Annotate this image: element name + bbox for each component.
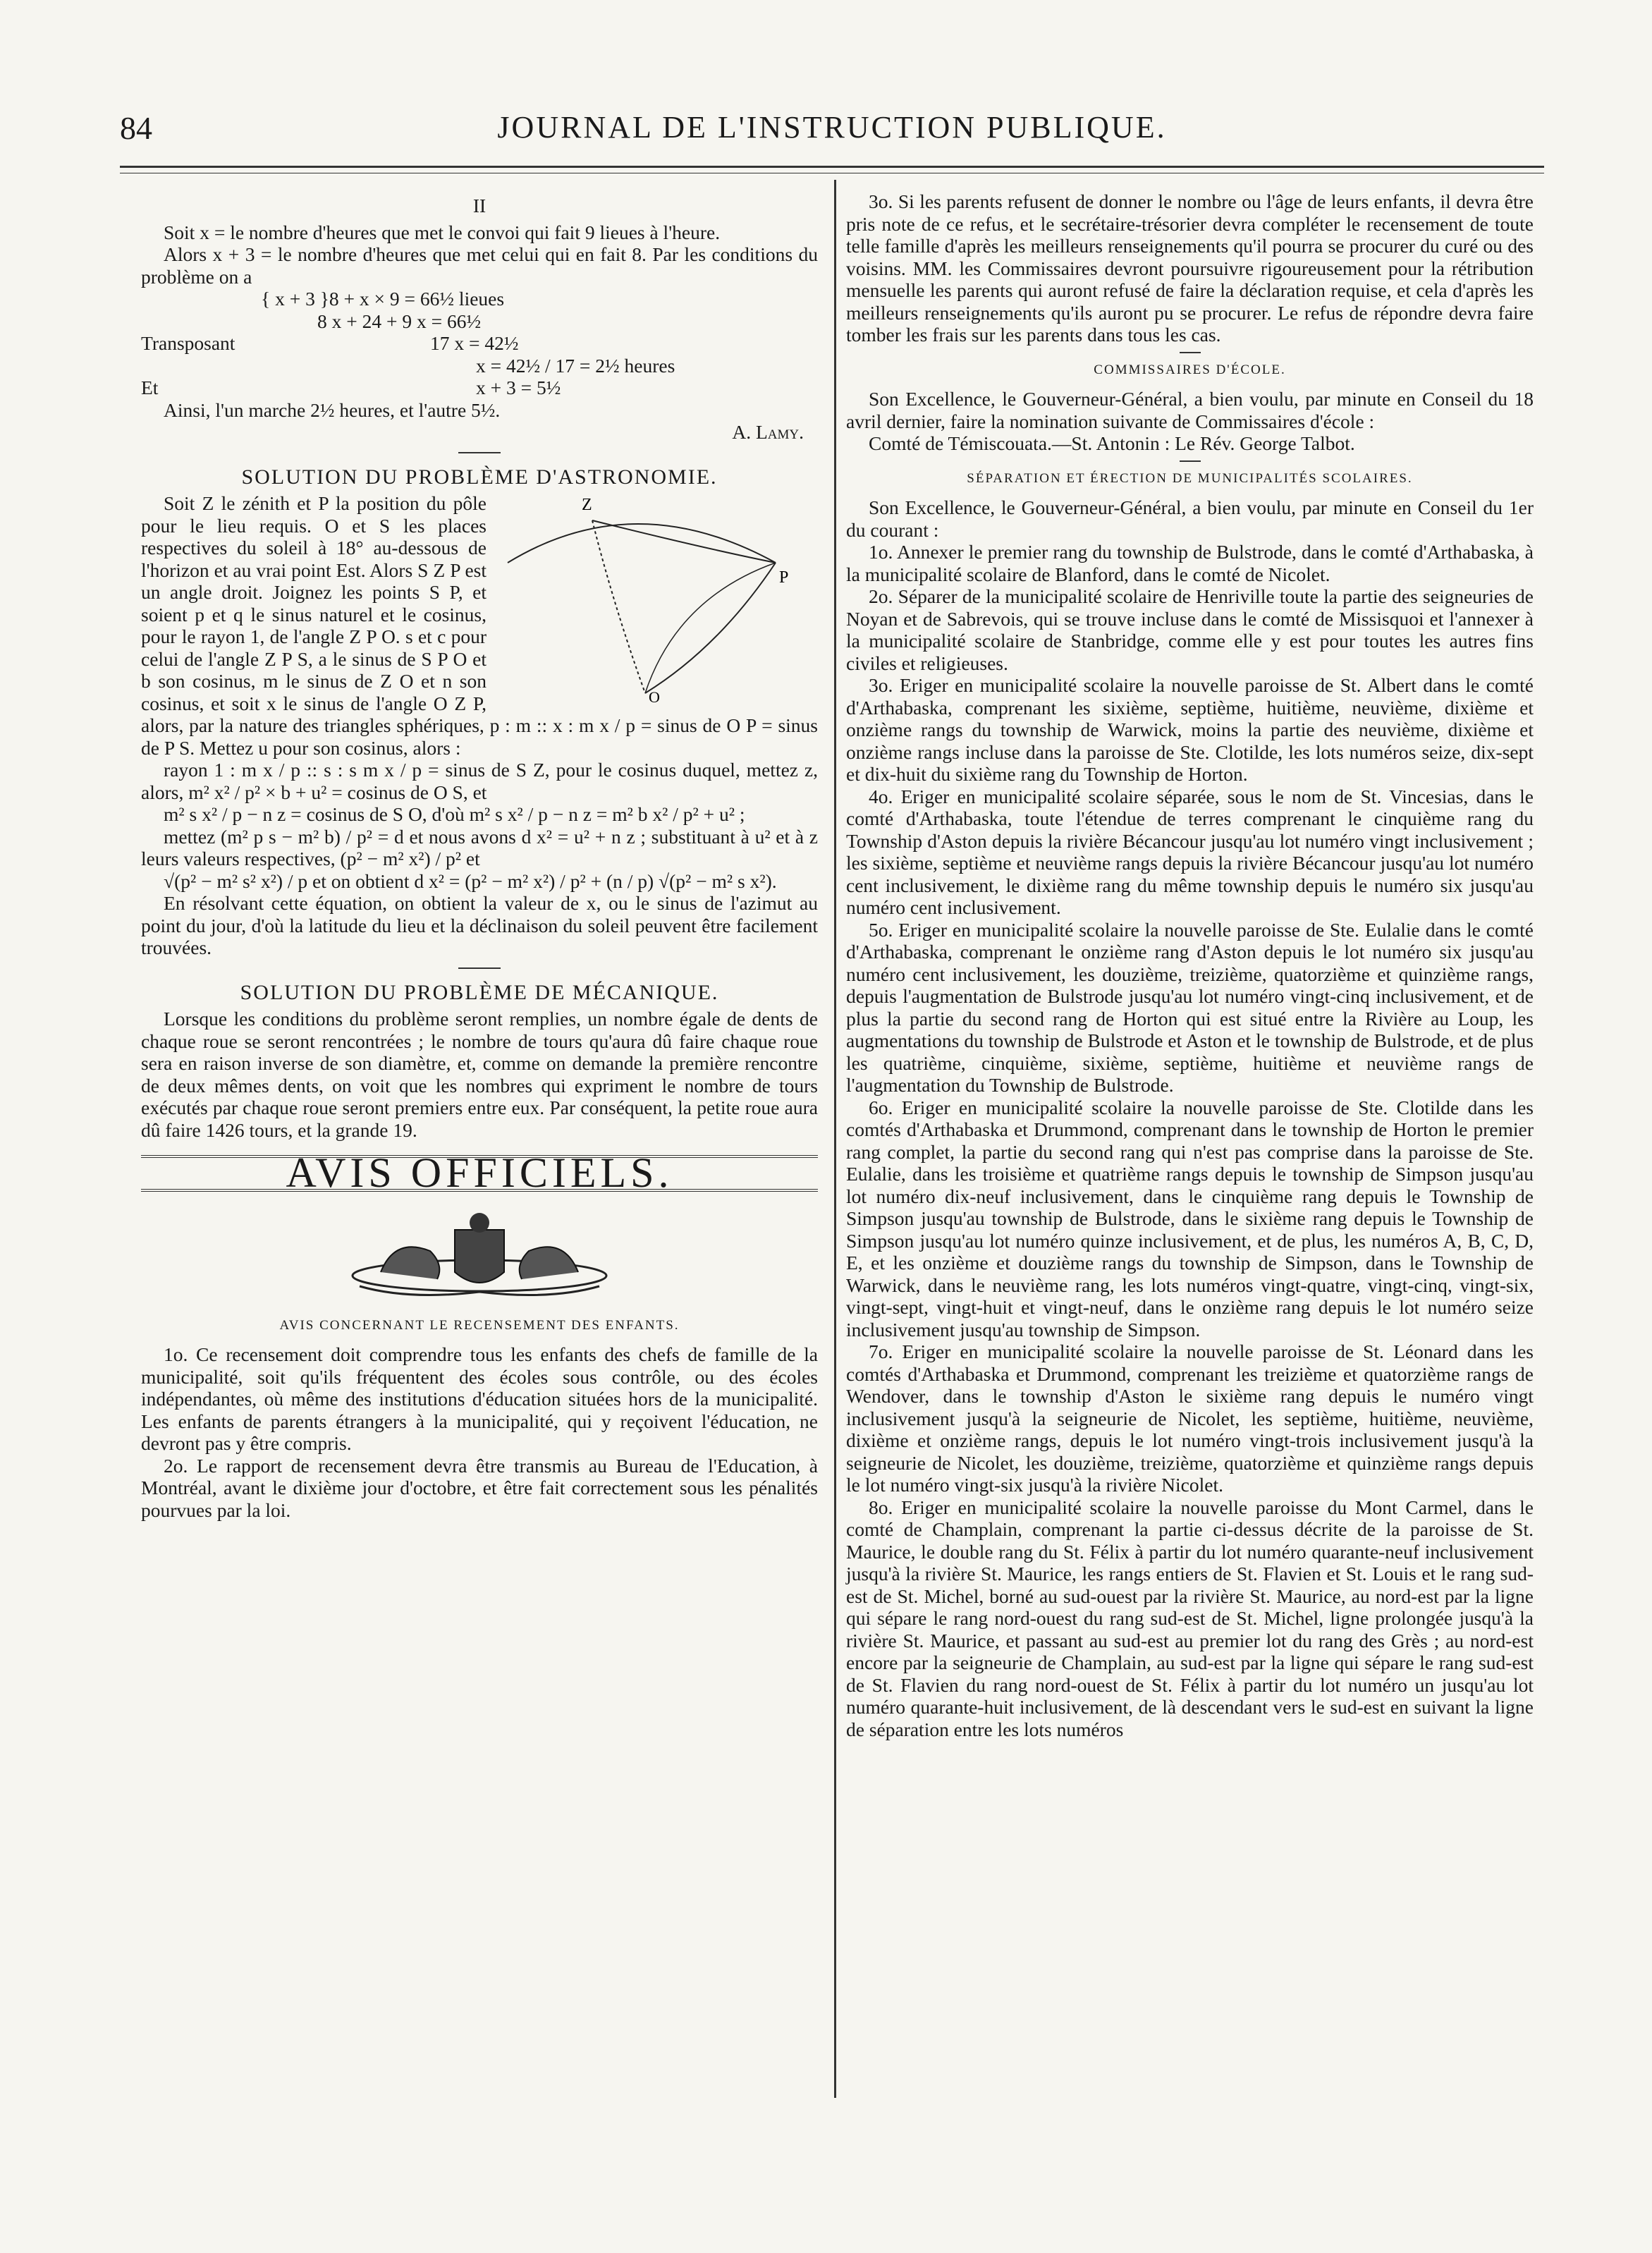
paragraph: 4o. Eriger en municipalité scolaire séparée, sous le nom de St. Vincesias, dans le comté d'Arthabaska, toute l'étendue de terres comprenant le cinquième rang du Township d'Aston depuis la rivière Bécancour jusqu'au lot numéro vingt inclusivement ; les sixième, septième et neuvième rangs depuis la rivière Bécancour jusqu'au lot numéro cent inclusivement, le dixième rang du même township depuis le numéro six jusqu'au numéro cent inclusivement. [846, 785, 1534, 918]
section-roman-numeral: II [472, 195, 487, 216]
figure-label-o: O [649, 688, 660, 704]
paragraph: Soit Z le zénith et P la position du pôle pour le lieu requis. O et S les places respectives du soleil à 18° au-dessous de l'horizon et au vrai point Est. Alors S Z P est un angle droit. Joignez les points S P, et soient p et q le sinus naturel et le cosinus, pour le rayon 1, de l'angle Z P O. s et c pour celui de l'angle Z P S, a le sinus de S P O et b son cosinus, m le sinus de Z O et n son cosinus, et soit x le sinus de l'angle O Z P, alors, par la nature des triangles sphériques, p : m :: x : m x / p = sinus de O P = sinus de P S. Mettez u pour son cosinus, alors : [141, 492, 818, 759]
section-divider [458, 452, 501, 453]
spherical-triangle-figure [494, 492, 825, 704]
paragraph: Lorsque les conditions du problème seront remplies, un nombre égale de dents de chaque roue se seront rencontrées ; le nombre de tours qu'aura dû faire chaque roue sera en raison inverse de son diamètre, et, comme on demande la première rencontre de deux mêmes dents, on voit que les nombres qui expriment le nombre de tours exécutés par chaque roue seront premiers entre eux. Par conséquent, la petite roue aura dû faire 1426 tours, et la grande 19. [141, 1008, 818, 1141]
paragraph: rayon 1 : m x / p :: s : s m x / p = sinus de S Z, pour le cosinus duquel, mettez z, alors, m² x² / p² × b + u² = cosinus de O S, et [141, 759, 818, 803]
section-divider [1180, 460, 1201, 462]
page-header [120, 106, 1544, 155]
figure-label-z: Z [582, 496, 592, 514]
equation: x + 3 = 5½ [476, 377, 561, 398]
paragraph: 8o. Eriger en municipalité scolaire la nouvelle paroisse du Mont Carmel, dans le comté de Champlain, comprenant la partie ci-dessus décrite de la paroisse de St. Maurice, le double rang du St. Félix à partir du lot numéro quarante-neuf inclusivement jusqu'à la rivière St. Maurice, les rangs entiers de St. Flavien et St. Louis et le rang sud-est de St. Michel, borné au sud-ouest par la rivière St. Maurice, au nord-est par la ligne qui sépare le rang nord-ouest du rang sud-est de St. Michel, ligne prolongée jusqu'à la rivière St. Maurice, et passant au sud-est au premier lot du rang des Grès ; au nord-est encore par la seigneurie de Champlain, au sud-est par la ligne qui sépare le rang sud-est de St. Flavien du rang nord-ouest de St. Félix à partir du lot numéro un jusqu'au lot numéro quarante-huit inclusivement, de là descendant vers le sud-est en suivant la ligne de séparation entre les lots numéros [846, 1496, 1534, 1740]
paragraph: 1o. Ce recensement doit comprendre tous les enfants des chefs de famille de la municipalité, soit qu'ils fréquentent des écoles sous contrôle, ou des écoles indépendantes, où même des institutions d'éducation situées hors de la municipalité. Les enfants de parents étrangers à la municipalité, qui y reçoivent l'éducation, ne devront pas y être compris. [141, 1343, 818, 1454]
paragraph: 2o. Le rapport de recensement devra être transmis au Bureau de l'Education, à Montréal, avant le dixième jour d'octobre, et être fait correctement sous les pénalités pourvues par la loi. [141, 1454, 818, 1521]
header-rule [120, 166, 1544, 168]
coat-of-arms-crest [338, 1209, 620, 1307]
paragraph: Comté de Témiscouata.—St. Antonin : Le Rév. George Talbot. [869, 432, 1355, 454]
column-separator [834, 180, 836, 2098]
equation: 17 x = 42½ [430, 332, 519, 354]
section-divider [1180, 352, 1201, 353]
paragraph: Soit x = le nombre d'heures que met le convoi qui fait 9 lieues à l'heure. [164, 221, 721, 243]
meridian-arc [592, 520, 645, 693]
paragraph: 7o. Eriger en municipalité scolaire la nouvelle paroisse de St. Léonard dans les comtés d'Arthabaska et Drummond, comprenant les treizième et quatorzième rangs de Wendover, dans le township d'Aston le sixième rang depuis le numéro vingt inclusivement jusqu'à la seigneurie de Nicolet, les septième, huitième, neuvième, dixième et onzième rangs, depuis le lot numéro vingt-trois inclusivement jusqu'à la seigneurie de Nicolet, les douzième, treizième, quatorzième et quinzième rangs depuis le lot numéro vingt-six jusqu'à la rivière Nicolet. [846, 1341, 1534, 1496]
author-signature: A. Lamy. [732, 421, 804, 443]
paragraph: Ainsi, l'un marche 2½ heures, et l'autre 5½. [164, 398, 501, 421]
recensement-title: AVIS CONCERNANT LE RECENSEMENT DES ENFANTS. [279, 1317, 680, 1333]
paragraph: 3o. Eriger en municipalité scolaire la nouvelle paroisse de St. Albert dans le comté d'Arthabaska, comprenant les sixième, septième, huitième, neuvième, dixième et onzième rangs du township de Warwick, moins la partie des neuvième, dixième et onzième rangs incluse dans la paroisse de Ste. Clotilde, les lots numéros seize, dix-sept et dix-huit du sixième rang du Township de Horton. [846, 674, 1534, 785]
journal-title: JOURNAL DE L'INSTRUCTION PUBLIQUE. [497, 110, 1167, 145]
paragraph: 2o. Séparer de la municipalité scolaire de Henriville toute la partie des seigneuries de Noyan et de Sabrevois, qui se trouve incluse dans le comté de Missisquoi et l'annexer à la municipalité scolaire de Stanbridge, comme elle y est pour toutes les autres fins civiles et religieuses. [846, 585, 1534, 674]
paragraph: 3o. Si les parents refusent de donner le nombre ou l'âge de leurs enfants, il devra être pris note de ce refus, et le secrétaire-trésorier devra compléter le recensement de toute telle famille d'après les meilleurs renseignements qu'il pourra se procurer du curé ou des voisins. MM. les Commissaires devront poursuivre rigoureusement pour la rétribution mensuelle les parents qui auront refusé de faire la déclaration requise, et cela d'après les meilleurs renseignements qu'ils auront pu se procurer. Le refus de répondre devra faire tomber les frais sur les parents dans tous les cas. [846, 190, 1534, 346]
paragraph: 5o. Eriger en municipalité scolaire la nouvelle paroisse de Ste. Eulalie dans le comté d'Arthabaska, comprenant le onzième rang d'Aston depuis le lot numéro six jusqu'au numéro cent inclusivement, les douzième, treizième, quatorzième et quinzième rangs, depuis l'augmentation de Bulstrode jusqu'au lot numéro vingt-cinq inclusivement, et de plus la partie du second rang de Horton qui est situé entre la Rivière au Loup, les augmentations du township de Bulstrode et Aston et le township de Bulstrode, et de plus les quatrième, cinquième, sixième, septième, huitième et neuvième rangs de l'augmentation du Township de Bulstrode. [846, 918, 1534, 1096]
equation: { x + 3 }8 + x × 9 = 66½ lieues [261, 288, 505, 310]
paragraph: 1o. Annexer le premier rang du township de Bulstrode, dans le comté d'Arthabaska, à la municipalité scolaire de Blanford, dans le comté de Nicolet. [846, 541, 1534, 585]
arc-inner [645, 563, 776, 693]
paragraph: Alors x + 3 = le nombre d'heures que met celui qui en fait 8. Par les conditions du problème on a [141, 243, 818, 288]
mechanics-title: SOLUTION DU PROBLÈME DE MÉCANIQUE. [240, 980, 719, 1004]
right-column [846, 190, 1534, 1740]
paragraph: 6o. Eriger en municipalité scolaire la nouvelle paroisse de Ste. Clotilde dans les comtés d'Arthabaska et Drummond, comprenant dans le township de Horton le premier rang complet, la partie du second rang qui n'est pas comprise dans la paroisse de Ste. Eulalie, dans les troisième et quatrième rangs depuis le township de Simpson jusqu'au lot numéro dix-neuf inclusivement, dans le cinquième rang depuis le Township de Simpson jusqu'au township de Bulstrode, dans le sixième rang depuis le Township de Simpson jusqu'au lot numéro quinze inclusivement, et de plus, les numéros A, B, C, D, E, et les onzième et douzième rangs du township de Simpson, dans le Township de Warwick, dans le neuvième rang, les lots numéros vingt-quatre, vingt-cinq, vingt-six, vingt-sept, vingt-huit et vingt-neuf, dans le onzième rang depuis le lot numéro seize inclusivement jusqu'au township de Simpson. [846, 1096, 1534, 1341]
section-divider [458, 967, 501, 969]
avis-officiels-banner: AVIS OFFICIELS. [141, 1155, 818, 1192]
paragraph: Son Excellence, le Gouverneur-Général, a bien voulu, par minute en Conseil du 18 avril dernier, faire la nomination suivante de Commissaires d'école : [846, 388, 1534, 432]
horizon-arc [508, 524, 776, 563]
paragraph: √(p² − m² s² x²) / p et on obtient d x² = (p² − m² x²) / p² + (n / p) √(p² − m² s x²). [164, 869, 777, 892]
paragraph: Son Excellence, le Gouverneur-Général, a bien voulu, par minute en Conseil du 1er du courant : [846, 496, 1534, 541]
equation: x = 42½ / 17 = 2½ heures [476, 354, 675, 377]
paragraph: m² s x² / p − n z = cosinus de S O, d'où m² s x² / p − n z = m² b x² / p² + u² ; [164, 803, 745, 825]
figure-label-p: P [779, 568, 789, 587]
equation-label: Transposant [141, 332, 235, 354]
equation-row [141, 332, 818, 355]
commissaires-title: COMMISSAIRES D'ÉCOLE. [1094, 362, 1286, 377]
equation: 8 x + 24 + 9 x = 66½ [317, 310, 482, 332]
equation-row [141, 377, 818, 399]
left-column [141, 190, 818, 1521]
separation-title: SÉPARATION ET ÉRECTION DE MUNICIPALITÉS SCOLAIRES. [967, 470, 1413, 486]
paragraph: mettez (m² p s − m² b) / p² = d et nous avons d x² = u² + n z ; substituant à u² et à z leurs valeurs respectives, (p² − m² x²) / p² et [141, 825, 818, 869]
arc-zp [592, 520, 776, 563]
equation-label: Et [141, 377, 159, 398]
page-number: 84 [120, 110, 152, 146]
arc-op [645, 563, 776, 693]
paragraph: En résolvant cette équation, on obtient la valeur de x, ou le sinus de l'azimut au point du jour, d'où la latitude du lieu et la déclinaison du soleil peuvent être facilement trouvées. [141, 892, 818, 958]
astronomy-title: SOLUTION DU PROBLÈME D'ASTRONOMIE. [241, 465, 718, 489]
